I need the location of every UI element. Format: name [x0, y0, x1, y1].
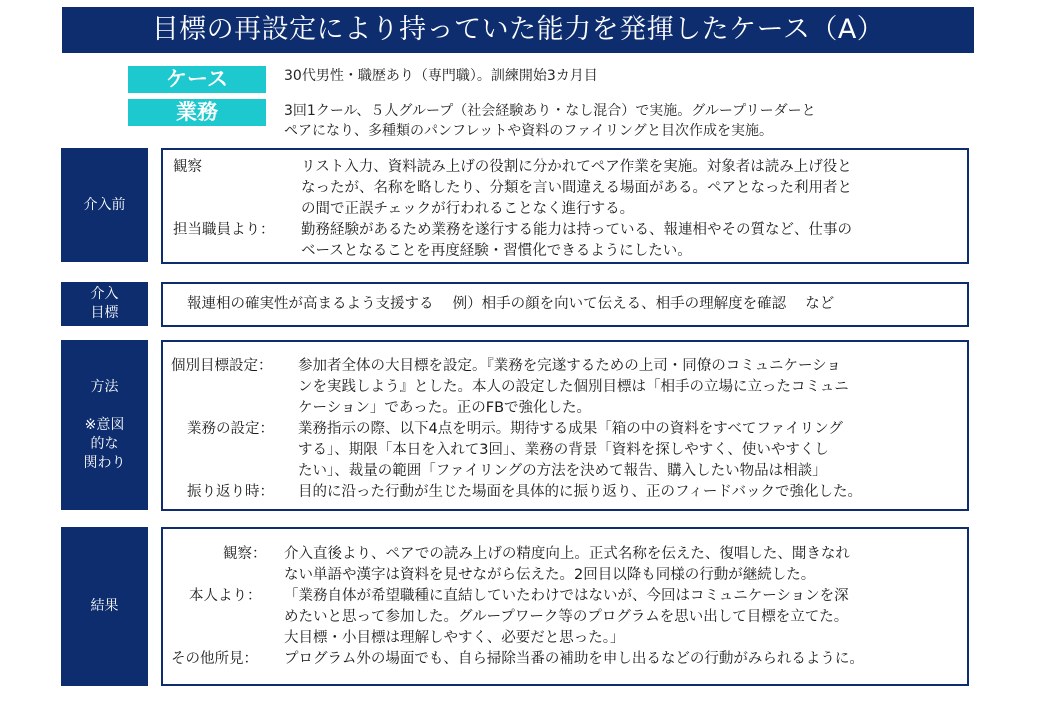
case-tag: ケース [128, 66, 266, 93]
goal-box [161, 282, 969, 327]
goal-side-line: 介入 [90, 286, 119, 302]
task-setting-line: する」、期限「本日を入れて3回」、業務の背景「資料を探しやすく、使いやすくし [298, 442, 829, 458]
goal-side-line: 目標 [90, 305, 119, 321]
work-line: 3回1クール、５人グループ（社会経験あり・なし混合）で実施。グループリーダーと [284, 103, 816, 119]
review-line: 目的に沿った行動が生じた場面を具体的に振り返り、正のフィードバックで強化した。 [298, 484, 863, 500]
task-setting-label: 業務の設定： [187, 421, 274, 437]
goal-text: 報連相の確実性が高まるよう支援する 例）相手の顔を向いて伝える、相手の理解度を確認 など [187, 296, 835, 313]
staff-label: 担当職員より： [173, 222, 275, 238]
goal-side-label [61, 282, 148, 326]
result-observation-line: ない単語や漢字は資料を見せながら伝えた。2回目以降も同様の行動が継続した。 [284, 567, 816, 583]
result-observation-line: 介入直後より、ペアでの読み上げの精度向上。正式名称を伝えた、復唱した、聞きなれ [284, 546, 850, 562]
individual-goal-line: ンを実践しよう』とした。本人の設定した個別目標は「相手の立場に立ったコミュニ [298, 379, 849, 395]
other-findings-line: プログラム外の場面でも、自ら掃除当番の補助を申し出るなどの行動がみられるように。 [284, 651, 864, 667]
self-report-line: 「業務自体が希望職種に直結していたわけではないが、今回はコミュニケーションを深 [284, 588, 849, 604]
work-description [284, 101, 964, 141]
method-side-line: 関わり [83, 454, 126, 471]
observation-line: なったが、名称を略したり、分類を言い間違える場面がある。ペアとなった利用者と [301, 180, 852, 196]
result-observation-label: 観察： [223, 546, 267, 562]
self-report-label: 本人より： [189, 588, 262, 604]
observation-label: 観察 [173, 159, 202, 175]
review-label: 振り返り時： [187, 484, 274, 500]
self-report-line: 大目標・小目標は理解しやすく、必要だと思った。」 [284, 630, 625, 646]
page-title: 目標の再設定により持っていた能力を発揮したケース（A） [62, 7, 974, 53]
individual-goal-line: 参加者全体の大目標を設定。『業務を完遂するための上司・同僚のコミュニケーショ [298, 358, 841, 374]
before-box [161, 148, 969, 264]
observation-line: の間で正誤チェックが行われることなく進行する。 [301, 201, 635, 217]
individual-goal-label: 個別目標設定： [171, 358, 273, 374]
before-side-label: 介入前 [61, 148, 148, 262]
result-side-label: 結果 [61, 527, 148, 686]
case-description: 30代男性・職歴あり（専門職）。訓練開始3カ月目 [284, 68, 598, 84]
method-side-line: 方法 [90, 378, 119, 395]
other-findings-label: その他所見： [171, 651, 258, 667]
self-report-line: めたいと思って参加した。グループワーク等のプログラムを思い出して目標を立てた。 [284, 609, 849, 625]
staff-line: 勤務経験があるため業務を遂行する能力は持っている、報連相やその質など、仕事の [301, 222, 852, 238]
method-side-line: ※意図 [84, 416, 125, 433]
task-setting-line: 業務指示の際、以下4点を明示。期待する成果「箱の中の資料をすべてファイリング [298, 421, 843, 437]
work-line: ペアになり、多種類のパンフレットや資料のファイリングと目次作成を実施。 [284, 123, 774, 139]
individual-goal-line: ケーション」であった。正のFBで強化した。 [298, 400, 592, 416]
task-setting-line: たい」、裁量の範囲「ファイリングの方法を決めて報告、購入したい物品は相談」 [298, 463, 827, 479]
result-box [161, 527, 969, 686]
method-side-line: 的な [90, 435, 119, 452]
work-tag: 業務 [128, 99, 266, 126]
observation-line: リスト入力、資料読み上げの役割に分かれてペア作業を実施。対象者は読み上げ役と [301, 159, 852, 175]
method-side-label [61, 340, 148, 510]
staff-line: ベースとなることを再度経験・習慣化できるようにしたい。 [301, 243, 692, 259]
method-box [161, 340, 969, 511]
